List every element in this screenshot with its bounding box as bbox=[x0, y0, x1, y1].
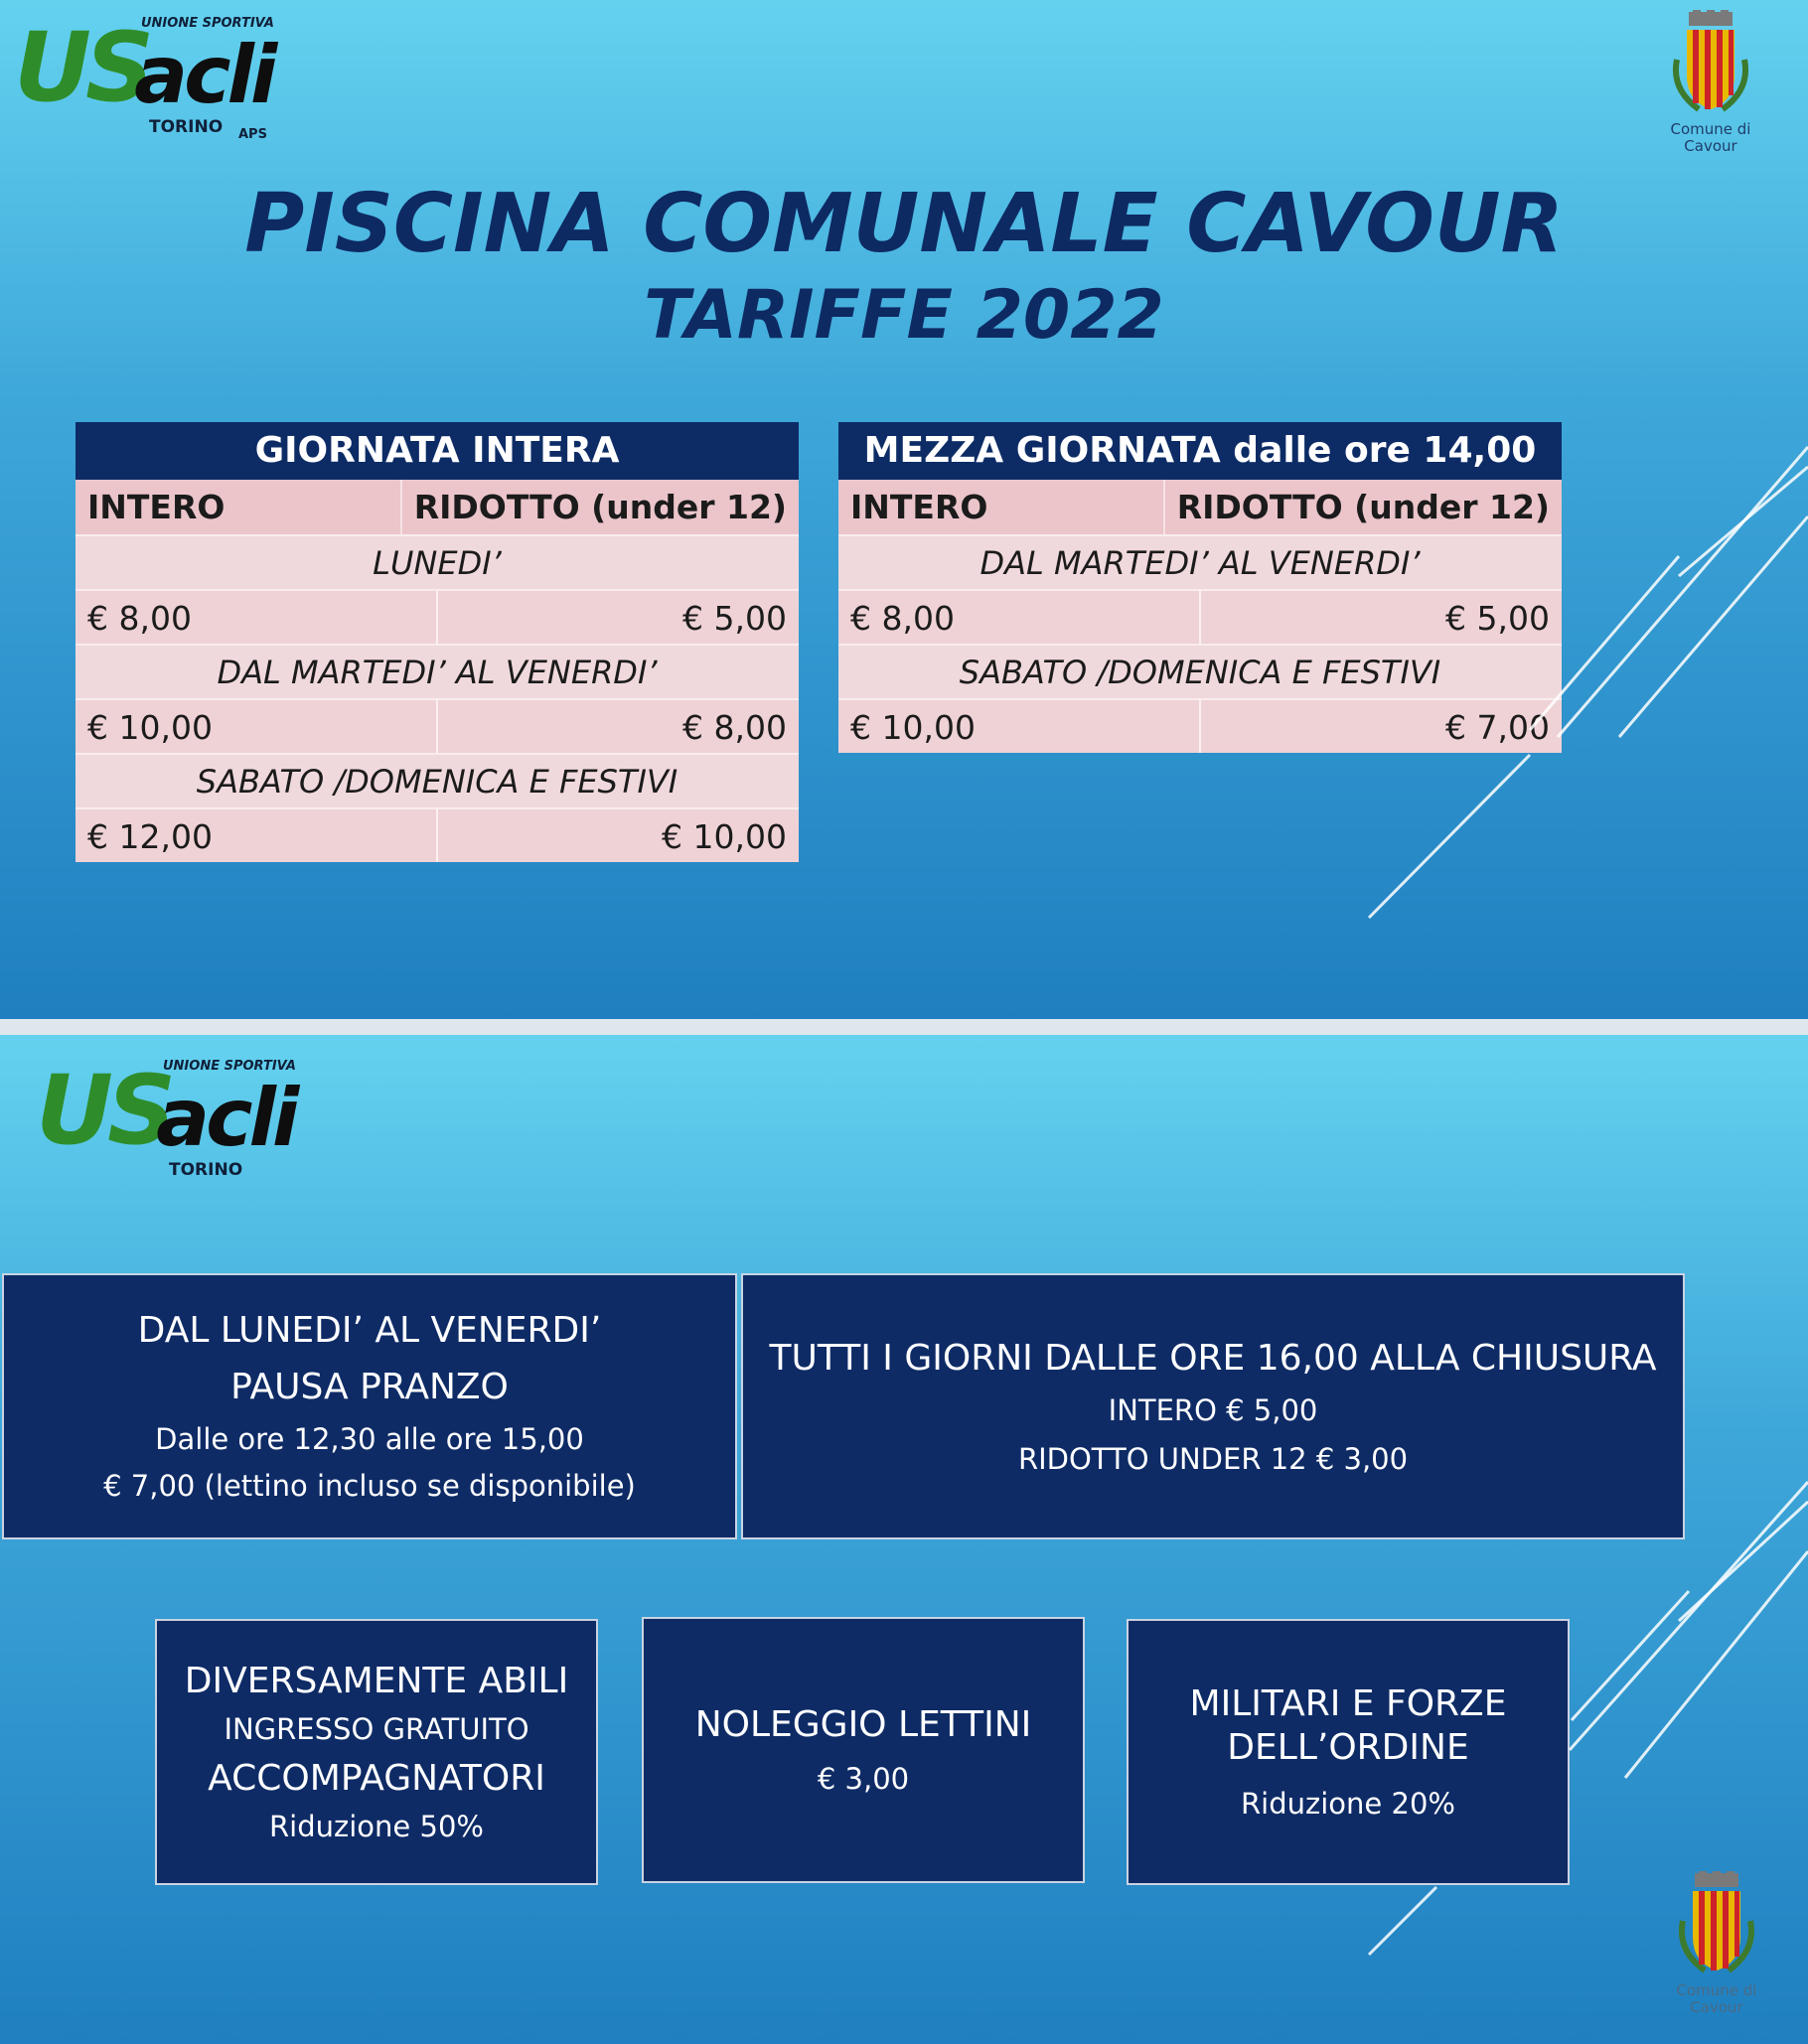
comune-crest bbox=[1651, 10, 1770, 154]
logo-tagline: UNIONE SPORTIVA bbox=[163, 1059, 296, 1074]
col-ridotto: RIDOTTO (under 12) bbox=[400, 480, 799, 534]
box-sera bbox=[741, 1273, 1685, 1539]
col-intero: INTERO bbox=[75, 480, 400, 534]
box-line: TUTTI I GIORNI DALLE ORE 16,00 ALLA CHIUSURA bbox=[769, 1337, 1657, 1379]
decorative-lines bbox=[0, 1035, 1808, 2044]
slide-separator bbox=[0, 1019, 1808, 1035]
table-row bbox=[75, 807, 799, 862]
table-giornata-intera bbox=[75, 422, 799, 862]
comune-label-1: Comune di bbox=[1670, 120, 1751, 138]
page-subtitle: TARIFFE 2022 bbox=[644, 276, 1164, 355]
price-ridotto: € 8,00 bbox=[436, 698, 799, 753]
box-line: Riduzione 50% bbox=[269, 1810, 484, 1844]
price-intero: € 10,00 bbox=[75, 698, 436, 753]
price-ridotto: € 5,00 bbox=[1199, 589, 1562, 644]
col-intero: INTERO bbox=[838, 480, 1163, 534]
us-acli-logo bbox=[14, 12, 274, 143]
box-diversamente-abili bbox=[155, 1619, 598, 1885]
box-line: DIVERSAMENTE ABILI bbox=[184, 1661, 569, 1702]
box-line: DAL LUNEDI’ AL VENERDI’ bbox=[137, 1310, 602, 1352]
col-ridotto: RIDOTTO (under 12) bbox=[1163, 480, 1562, 534]
price-intero: € 12,00 bbox=[75, 807, 436, 862]
box-line: DELL’ORDINE bbox=[1227, 1726, 1469, 1768]
box-line: Dalle ore 12,30 alle ore 15,00 bbox=[155, 1422, 584, 1457]
price-ridotto: € 5,00 bbox=[436, 589, 799, 644]
box-line: INGRESSO GRATUITO bbox=[224, 1712, 529, 1747]
table-row bbox=[75, 589, 799, 644]
price-ridotto: € 7,00 bbox=[1199, 698, 1562, 753]
coat-of-arms-icon bbox=[1675, 1871, 1758, 1978]
table-row-day: DAL MARTEDI’ AL VENERDI’ bbox=[75, 644, 799, 698]
logo-monogram: US bbox=[14, 12, 149, 123]
page-title: PISCINA COMUNALE CAVOUR bbox=[244, 177, 1564, 271]
box-line: ACCOMPAGNATORI bbox=[208, 1758, 545, 1799]
price-intero: € 8,00 bbox=[75, 589, 436, 644]
price-ridotto: € 10,00 bbox=[436, 807, 799, 862]
table-row-day: SABATO /DOMENICA E FESTIVI bbox=[75, 753, 799, 807]
table-header: MEZZA GIORNATA dalle ore 14,00 bbox=[838, 422, 1562, 480]
box-line: NOLEGGIO LETTINI bbox=[694, 1704, 1032, 1745]
box-line: RIDOTTO UNDER 12 € 3,00 bbox=[1017, 1441, 1409, 1476]
table-mezza-giornata bbox=[838, 422, 1562, 753]
comune-crest bbox=[1657, 1871, 1776, 2015]
logo-wordmark: acli bbox=[134, 29, 274, 121]
box-line: INTERO € 5,00 bbox=[1108, 1392, 1318, 1427]
logo-tagline: UNIONE SPORTIVA bbox=[141, 16, 274, 31]
table-row bbox=[838, 698, 1562, 753]
slide-promozioni bbox=[0, 1035, 1808, 2044]
table-row-day: DAL MARTEDI’ AL VENERDI’ bbox=[838, 534, 1562, 589]
box-line: Riduzione 20% bbox=[1241, 1786, 1455, 1821]
comune-label-2: Cavour bbox=[1684, 136, 1737, 155]
box-line: PAUSA PRANZO bbox=[230, 1367, 509, 1408]
logo-wordmark: acli bbox=[156, 1072, 296, 1164]
logo-city: TORINO bbox=[169, 1160, 243, 1180]
logo-city: TORINO bbox=[149, 117, 224, 137]
slide-tariffe bbox=[0, 0, 1808, 1019]
price-intero: € 10,00 bbox=[838, 698, 1199, 753]
box-pausa-pranzo bbox=[2, 1273, 737, 1539]
box-militari bbox=[1127, 1619, 1570, 1885]
box-noleggio-lettini bbox=[642, 1617, 1085, 1883]
us-acli-logo bbox=[36, 1055, 296, 1180]
table-row-day: SABATO /DOMENICA E FESTIVI bbox=[838, 644, 1562, 698]
table-row bbox=[838, 589, 1562, 644]
logo-monogram: US bbox=[36, 1055, 171, 1166]
box-line: MILITARI E FORZE bbox=[1189, 1683, 1507, 1725]
table-header: GIORNATA INTERA bbox=[75, 422, 799, 480]
comune-label-2: Cavour bbox=[1690, 1997, 1743, 2016]
coat-of-arms-icon bbox=[1669, 10, 1752, 117]
table-subheader bbox=[838, 480, 1562, 534]
comune-label-1: Comune di bbox=[1676, 1981, 1757, 1999]
logo-aps: APS bbox=[238, 127, 267, 142]
table-row bbox=[75, 698, 799, 753]
box-line: € 7,00 (lettino incluso se disponibile) bbox=[103, 1469, 636, 1504]
table-subheader bbox=[75, 480, 799, 534]
price-intero: € 8,00 bbox=[838, 589, 1199, 644]
box-line: € 3,00 bbox=[817, 1762, 910, 1797]
table-row-day: LUNEDI’ bbox=[75, 534, 799, 589]
